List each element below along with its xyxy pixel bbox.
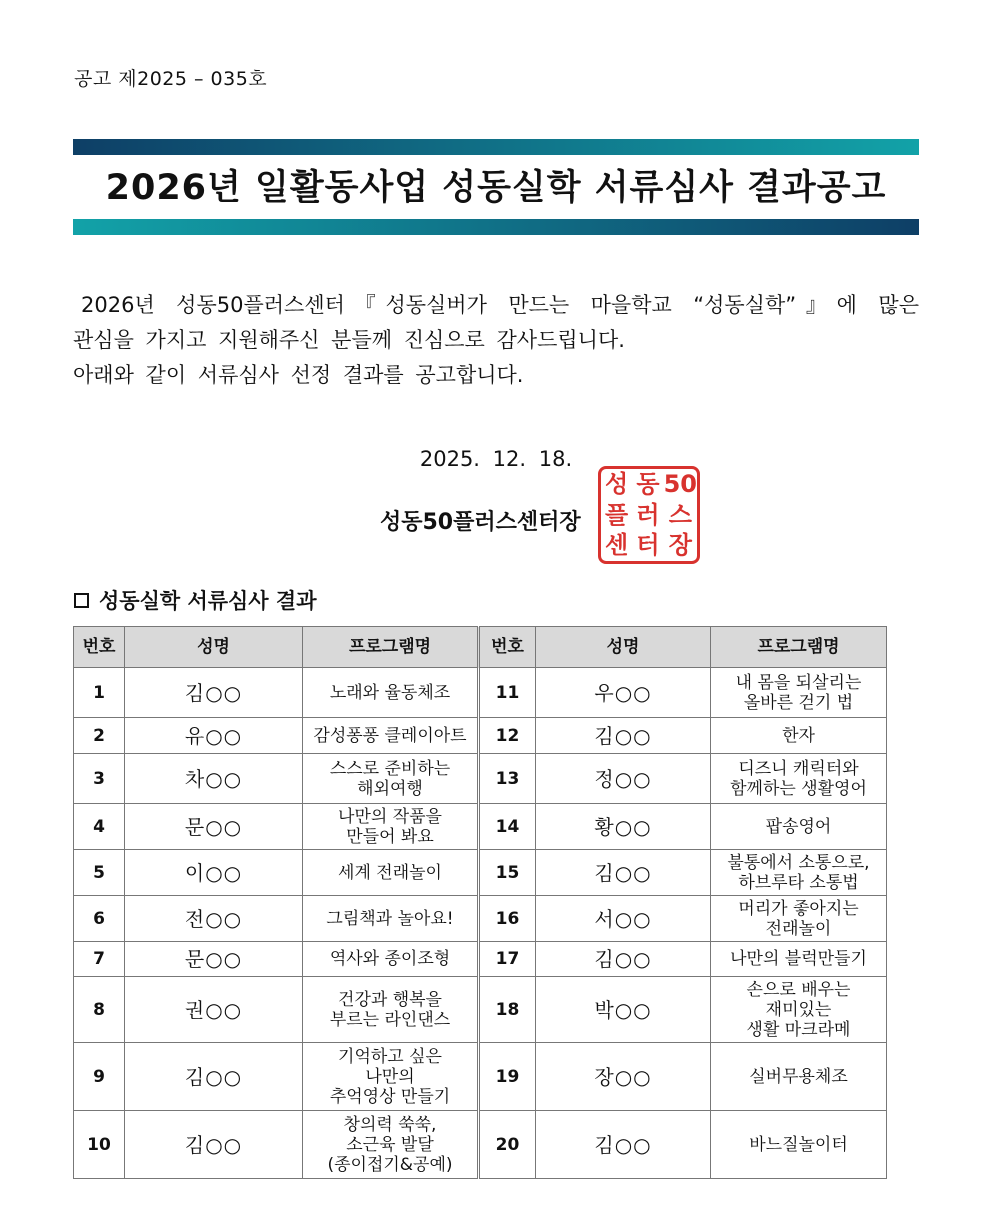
entry-number: 12 bbox=[479, 718, 536, 754]
entry-program: 한자 bbox=[711, 718, 887, 754]
page-title: 2026년 일활동사업 성동실학 서류심사 결과공고 bbox=[105, 168, 887, 208]
entry-name: 이○○ bbox=[125, 850, 303, 896]
entry-name: 김○○ bbox=[536, 942, 711, 977]
entry-number: 4 bbox=[74, 804, 125, 850]
entry-program: 나만의 블럭만들기 bbox=[711, 942, 887, 977]
entry-number: 5 bbox=[74, 850, 125, 896]
entry-program: 불통에서 소통으로, 하브루타 소통법 bbox=[711, 850, 887, 896]
entry-name: 김○○ bbox=[125, 668, 303, 718]
entry-name: 유○○ bbox=[125, 718, 303, 754]
table-row bbox=[74, 977, 887, 1043]
entry-name: 차○○ bbox=[125, 754, 303, 804]
entry-number: 17 bbox=[479, 942, 536, 977]
entry-name: 김○○ bbox=[536, 718, 711, 754]
table-row bbox=[74, 718, 887, 754]
entry-name: 권○○ bbox=[125, 977, 303, 1043]
entry-program: 감성퐁퐁 클레이아트 bbox=[303, 718, 479, 754]
entry-number: 18 bbox=[479, 977, 536, 1043]
entry-name: 박○○ bbox=[536, 977, 711, 1043]
intro-line-2: 관심을 가지고 지원해주신 분들께 진심으로 감사드립니다. bbox=[73, 328, 625, 352]
entry-name: 전○○ bbox=[125, 896, 303, 942]
section-heading bbox=[74, 585, 316, 615]
results-table bbox=[73, 626, 887, 1179]
entry-program: 바느질놀이터 bbox=[711, 1111, 887, 1179]
header-program: 프로그램명 bbox=[303, 627, 479, 668]
entry-name: 김○○ bbox=[125, 1043, 303, 1111]
entry-number: 8 bbox=[74, 977, 125, 1043]
entry-program: 노래와 율동체조 bbox=[303, 668, 479, 718]
seal-char: 스 bbox=[668, 500, 692, 529]
entry-program: 실버무용체조 bbox=[711, 1043, 887, 1111]
entry-number: 11 bbox=[479, 668, 536, 718]
entry-program: 디즈니 캐릭터와 함께하는 생활영어 bbox=[711, 754, 887, 804]
title-band-top bbox=[73, 139, 919, 155]
entry-name: 김○○ bbox=[536, 850, 711, 896]
entry-program: 창의력 쑥쑥, 소근육 발달 (종이접기&공예) bbox=[303, 1111, 479, 1179]
section-heading-text: 성동실학 서류심사 결과 bbox=[99, 589, 317, 613]
official-seal bbox=[598, 466, 700, 564]
entry-name: 황○○ bbox=[536, 804, 711, 850]
intro-line-1: 2026년 성동50플러스센터『성동실버가 만드는 마을학교 “성동실학”』에 많은 bbox=[81, 293, 919, 317]
entry-number: 13 bbox=[479, 754, 536, 804]
header-name: 성명 bbox=[125, 627, 303, 668]
seal-char: 동 bbox=[636, 470, 660, 498]
announcement-date: 2025. 12. 18. bbox=[419, 447, 573, 471]
entry-name: 우○○ bbox=[536, 668, 711, 718]
issuer-name: 성동50플러스센터장 bbox=[380, 510, 581, 535]
table-header-row bbox=[74, 627, 887, 668]
document-number: 공고 제2025 – 035호 bbox=[74, 68, 268, 90]
entry-program: 머리가 좋아지는 전래놀이 bbox=[711, 896, 887, 942]
entry-program: 스스로 준비하는 해외여행 bbox=[303, 754, 479, 804]
table-row bbox=[74, 1043, 887, 1111]
entry-name: 문○○ bbox=[125, 804, 303, 850]
entry-program: 팝송영어 bbox=[711, 804, 887, 850]
title-band-bottom bbox=[73, 219, 919, 235]
intro-paragraph bbox=[73, 288, 919, 393]
entry-number: 19 bbox=[479, 1043, 536, 1111]
entry-program: 역사와 종이조형 bbox=[303, 942, 479, 977]
table-row bbox=[74, 1111, 887, 1179]
table-row bbox=[74, 896, 887, 942]
entry-name: 김○○ bbox=[536, 1111, 711, 1179]
entry-number: 9 bbox=[74, 1043, 125, 1111]
seal-char: 센 bbox=[605, 531, 629, 560]
entry-program: 내 몸을 되살리는 올바른 걷기 법 bbox=[711, 668, 887, 718]
header-number: 번호 bbox=[479, 627, 536, 668]
entry-program: 건강과 행복을 부르는 라인댄스 bbox=[303, 977, 479, 1043]
entry-number: 20 bbox=[479, 1111, 536, 1179]
table-row bbox=[74, 942, 887, 977]
table-row bbox=[74, 850, 887, 896]
entry-number: 16 bbox=[479, 896, 536, 942]
entry-name: 장○○ bbox=[536, 1043, 711, 1111]
seal-char: 플 bbox=[605, 500, 629, 529]
header-name: 성명 bbox=[536, 627, 711, 668]
entry-program: 나만의 작품을 만들어 봐요 bbox=[303, 804, 479, 850]
table-row bbox=[74, 804, 887, 850]
entry-name: 서○○ bbox=[536, 896, 711, 942]
entry-number: 6 bbox=[74, 896, 125, 942]
seal-char: 터 bbox=[636, 531, 660, 560]
square-bullet-icon bbox=[74, 593, 89, 608]
header-number: 번호 bbox=[74, 627, 125, 668]
seal-char: 50 bbox=[663, 470, 697, 498]
seal-char: 러 bbox=[636, 500, 660, 529]
entry-number: 10 bbox=[74, 1111, 125, 1179]
entry-program: 손으로 배우는 재미있는 생활 마크라메 bbox=[711, 977, 887, 1043]
entry-program: 그림책과 놀아요! bbox=[303, 896, 479, 942]
entry-number: 14 bbox=[479, 804, 536, 850]
seal-char: 성 bbox=[605, 470, 629, 498]
entry-name: 정○○ bbox=[536, 754, 711, 804]
header-program: 프로그램명 bbox=[711, 627, 887, 668]
entry-number: 1 bbox=[74, 668, 125, 718]
entry-name: 김○○ bbox=[125, 1111, 303, 1179]
entry-name: 문○○ bbox=[125, 942, 303, 977]
entry-number: 15 bbox=[479, 850, 536, 896]
entry-number: 3 bbox=[74, 754, 125, 804]
seal-char: 장 bbox=[668, 531, 692, 560]
entry-number: 2 bbox=[74, 718, 125, 754]
table-row bbox=[74, 754, 887, 804]
entry-number: 7 bbox=[74, 942, 125, 977]
table-row bbox=[74, 668, 887, 718]
entry-program: 기억하고 싶은 나만의 추억영상 만들기 bbox=[303, 1043, 479, 1111]
entry-program: 세계 전래놀이 bbox=[303, 850, 479, 896]
intro-line-3: 아래와 같이 서류심사 선정 결과를 공고합니다. bbox=[73, 363, 524, 387]
